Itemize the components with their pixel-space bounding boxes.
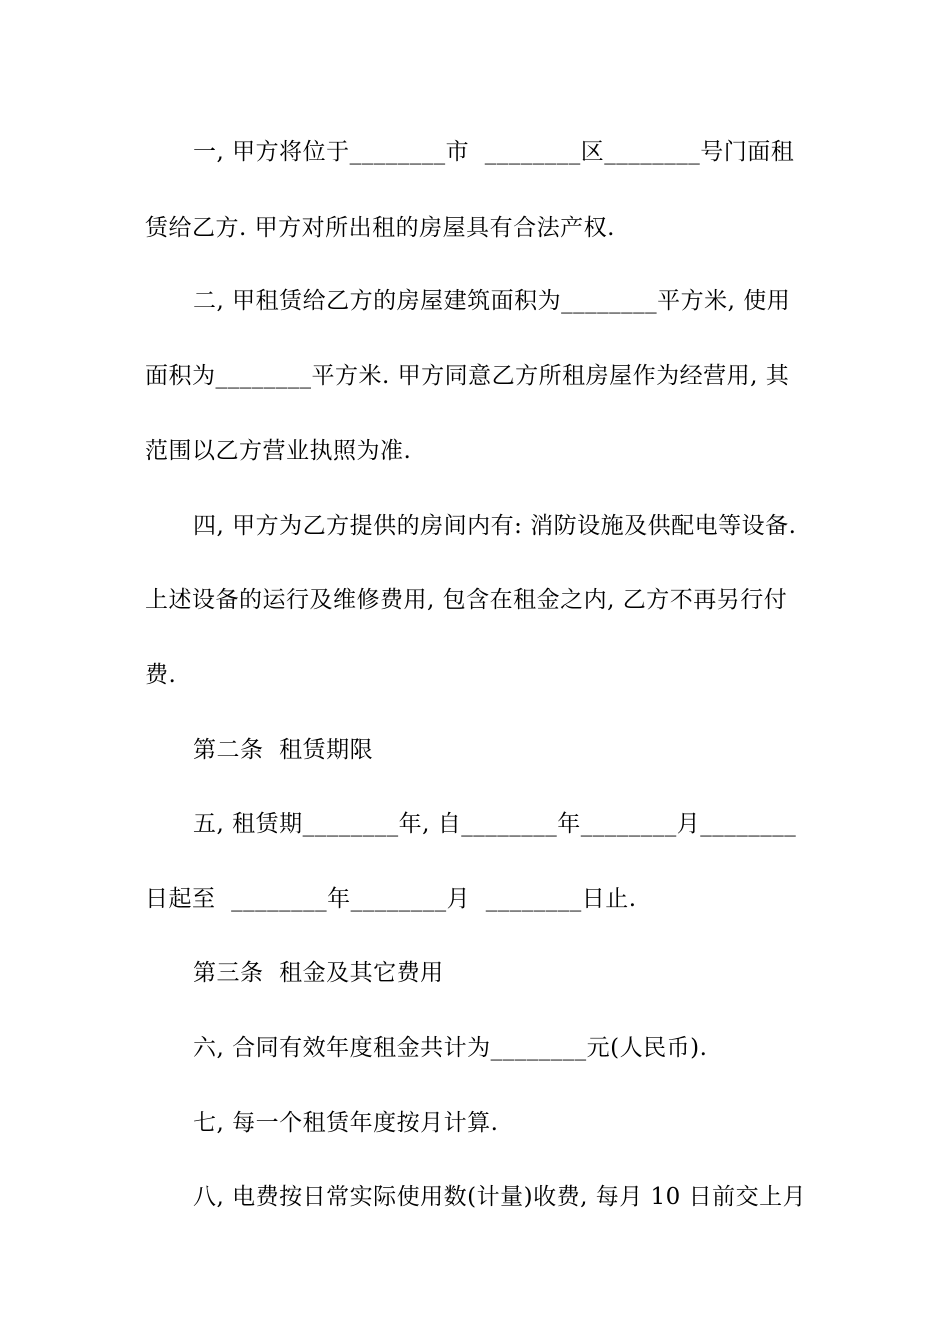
clause-8-line-1: 八, 电费按日常实际使用数(计量)收费, 每月 10 日前交上月 xyxy=(193,1184,807,1210)
clause-4-line-1: 四, 甲方为乙方提供的房间内有: 消防设施及供配电等设备. xyxy=(193,513,797,539)
clause-6-line-1: 六, 合同有效年度租金共计为________元(人民币). xyxy=(193,1035,708,1061)
clause-1-line-2: 赁给乙方. 甲方对所出租的房屋具有合法产权. xyxy=(145,215,615,241)
clause-5-line-2: 日起至 ________年________月 ________日止. xyxy=(145,886,637,912)
article-2-heading: 第二条 租赁期限 xyxy=(193,737,374,763)
clause-5-line-1: 五, 租赁期________年, 自________年________月________ xyxy=(193,811,797,837)
clause-4-line-2: 上述设备的运行及维修费用, 包含在租金之内, 乙方不再另行付 xyxy=(145,587,788,613)
article-3-heading: 第三条 租金及其它费用 xyxy=(193,960,444,986)
clause-2-line-3: 范围以乙方营业执照为准. xyxy=(145,438,412,464)
clause-1-line-1: 一, 甲方将位于________市 ________区________号门面租 xyxy=(193,139,795,165)
clause-2-line-1: 二, 甲租赁给乙方的房屋建筑面积为________平方米, 使用 xyxy=(193,288,791,314)
clause-7-line-1: 七, 每一个租赁年度按月计算. xyxy=(193,1110,499,1136)
clause-4-line-3: 费. xyxy=(145,662,177,688)
clause-2-line-2: 面积为________平方米. 甲方同意乙方所租房屋作为经营用, 其 xyxy=(145,363,790,389)
